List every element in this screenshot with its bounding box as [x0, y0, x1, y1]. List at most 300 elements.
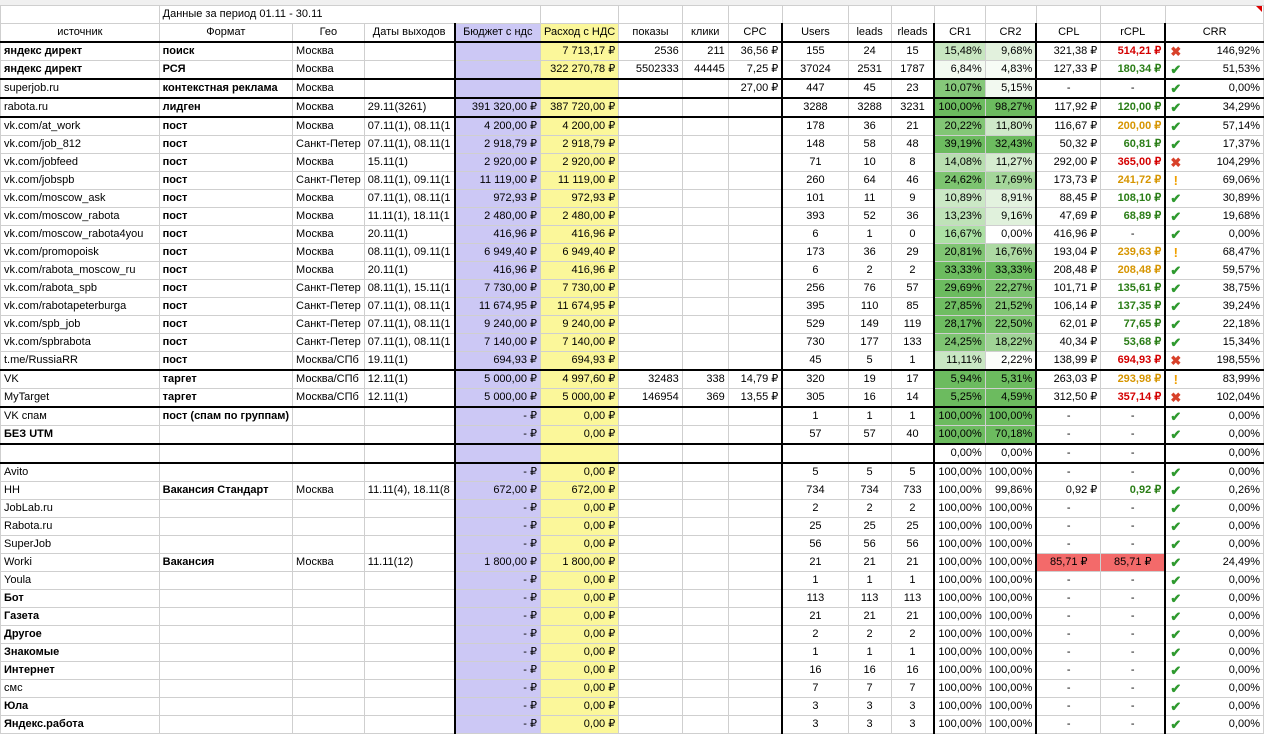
spend-cell[interactable]: 2 920,00 ₽ — [541, 154, 619, 172]
dates-cell[interactable] — [364, 698, 454, 716]
cpc-cell[interactable]: 7,25 ₽ — [728, 61, 782, 80]
source-cell[interactable]: JobLab.ru — [1, 500, 160, 518]
source-cell[interactable]: Яндекс.работа — [1, 716, 160, 734]
header-geo[interactable]: Гео — [293, 24, 365, 43]
cpl-cell[interactable]: 312,50 ₽ — [1036, 389, 1101, 408]
cr2-cell[interactable]: 11,27% — [985, 154, 1036, 172]
clicks-cell[interactable] — [682, 407, 728, 426]
source-cell[interactable]: superjob.ru — [1, 79, 160, 98]
dates-cell[interactable] — [364, 716, 454, 734]
cpc-cell[interactable] — [728, 463, 782, 482]
cr1-cell[interactable]: 100,00% — [934, 98, 985, 117]
dates-cell[interactable] — [364, 644, 454, 662]
shows-cell[interactable] — [619, 98, 682, 117]
rcpl-cell[interactable]: 108,10 ₽ — [1101, 190, 1166, 208]
budget-cell[interactable]: - ₽ — [455, 463, 541, 482]
cr1-cell[interactable]: 24,62% — [934, 172, 985, 190]
header-budget[interactable]: Бюджет с ндс — [455, 24, 541, 43]
dates-cell[interactable]: 29.11(3261) — [364, 98, 454, 117]
dates-cell[interactable]: 07.11(1), 08.11(1 — [364, 316, 454, 334]
source-cell[interactable]: Avito — [1, 463, 160, 482]
budget-cell[interactable]: - ₽ — [455, 680, 541, 698]
users-cell[interactable]: 7 — [782, 680, 848, 698]
geo-cell[interactable]: Москва — [293, 190, 365, 208]
spend-cell[interactable]: 0,00 ₽ — [541, 626, 619, 644]
cr2-cell[interactable]: 4,59% — [985, 389, 1036, 408]
rleads-cell[interactable]: 7 — [891, 680, 934, 698]
cpl-cell[interactable]: - — [1036, 79, 1101, 98]
leads-cell[interactable]: 56 — [848, 536, 891, 554]
cr1-cell[interactable]: 13,23% — [934, 208, 985, 226]
geo-cell[interactable] — [293, 662, 365, 680]
budget-cell[interactable]: 2 918,79 ₽ — [455, 136, 541, 154]
source-cell[interactable]: rabota.ru — [1, 98, 160, 117]
format-cell[interactable]: пост — [159, 154, 292, 172]
budget-cell[interactable]: 694,93 ₽ — [455, 352, 541, 371]
clicks-cell[interactable] — [682, 626, 728, 644]
geo-cell[interactable]: Санкт-Петер — [293, 334, 365, 352]
budget-cell[interactable] — [455, 42, 541, 61]
geo-cell[interactable] — [293, 536, 365, 554]
cr2-cell[interactable]: 100,00% — [985, 716, 1036, 734]
source-cell[interactable]: t.me/RussiaRR — [1, 352, 160, 371]
cpc-cell[interactable] — [728, 644, 782, 662]
source-cell[interactable]: vk.com/spb_job — [1, 316, 160, 334]
dates-cell[interactable]: 12.11(1) — [364, 389, 454, 408]
clicks-cell[interactable] — [682, 426, 728, 445]
clicks-cell[interactable] — [682, 444, 728, 463]
geo-cell[interactable] — [293, 698, 365, 716]
shows-cell[interactable] — [619, 407, 682, 426]
cpc-cell[interactable] — [728, 190, 782, 208]
shows-cell[interactable] — [619, 426, 682, 445]
rcpl-cell[interactable]: 77,65 ₽ — [1101, 316, 1166, 334]
crr-cell[interactable] — [1165, 626, 1263, 644]
cpc-cell[interactable] — [728, 117, 782, 136]
crr-cell[interactable] — [1165, 482, 1263, 500]
users-cell[interactable]: 393 — [782, 208, 848, 226]
shows-cell[interactable] — [619, 280, 682, 298]
dates-cell[interactable] — [364, 590, 454, 608]
rcpl-cell[interactable]: 120,00 ₽ — [1101, 98, 1166, 117]
spend-cell[interactable]: 0,00 ₽ — [541, 662, 619, 680]
shows-cell[interactable] — [619, 482, 682, 500]
rleads-cell[interactable]: 48 — [891, 136, 934, 154]
spend-cell[interactable]: 0,00 ₽ — [541, 680, 619, 698]
dates-cell[interactable] — [364, 444, 454, 463]
spend-cell[interactable]: 7 713,17 ₽ — [541, 42, 619, 61]
cpc-cell[interactable]: 27,00 ₽ — [728, 79, 782, 98]
users-cell[interactable]: 447 — [782, 79, 848, 98]
dates-cell[interactable]: 08.11(1), 09.11(1 — [364, 172, 454, 190]
leads-cell[interactable]: 25 — [848, 518, 891, 536]
leads-cell[interactable]: 1 — [848, 572, 891, 590]
clicks-cell[interactable] — [682, 316, 728, 334]
cr1-cell[interactable]: 100,00% — [934, 572, 985, 590]
source-cell[interactable]: VK спам — [1, 407, 160, 426]
leads-cell[interactable]: 3 — [848, 716, 891, 734]
spend-cell[interactable]: 0,00 ₽ — [541, 500, 619, 518]
budget-cell[interactable]: 11 119,00 ₽ — [455, 172, 541, 190]
shows-cell[interactable] — [619, 79, 682, 98]
budget-cell[interactable]: - ₽ — [455, 662, 541, 680]
budget-cell[interactable]: 5 000,00 ₽ — [455, 389, 541, 408]
crr-cell[interactable] — [1165, 463, 1263, 482]
geo-cell[interactable]: Москва — [293, 262, 365, 280]
crr-cell[interactable] — [1165, 244, 1263, 262]
crr-cell[interactable] — [1165, 698, 1263, 716]
users-cell[interactable]: 155 — [782, 42, 848, 61]
budget-cell[interactable]: - ₽ — [455, 426, 541, 445]
leads-cell[interactable]: 734 — [848, 482, 891, 500]
rleads-cell[interactable]: 36 — [891, 208, 934, 226]
cpl-cell[interactable]: 0,92 ₽ — [1036, 482, 1101, 500]
cpl-cell[interactable]: 40,34 ₽ — [1036, 334, 1101, 352]
crr-cell[interactable] — [1165, 280, 1263, 298]
dates-cell[interactable]: 07.11(1), 08.11(1 — [364, 136, 454, 154]
rcpl-cell[interactable]: 180,34 ₽ — [1101, 61, 1166, 80]
cr2-cell[interactable]: 0,00% — [985, 226, 1036, 244]
cr1-cell[interactable]: 100,00% — [934, 407, 985, 426]
cell[interactable] — [1165, 6, 1263, 24]
cr2-cell[interactable]: 33,33% — [985, 262, 1036, 280]
cr2-cell[interactable]: 18,22% — [985, 334, 1036, 352]
cpc-cell[interactable] — [728, 426, 782, 445]
dates-cell[interactable]: 11.11(1), 18.11(1 — [364, 208, 454, 226]
cpl-cell[interactable]: - — [1036, 463, 1101, 482]
cpl-cell[interactable]: 127,33 ₽ — [1036, 61, 1101, 80]
source-cell[interactable] — [1, 444, 160, 463]
header-users[interactable]: Users — [782, 24, 848, 43]
users-cell[interactable]: 37024 — [782, 61, 848, 80]
spend-cell[interactable]: 7 140,00 ₽ — [541, 334, 619, 352]
crr-cell[interactable] — [1165, 298, 1263, 316]
cr1-cell[interactable]: 20,81% — [934, 244, 985, 262]
cpc-cell[interactable] — [728, 154, 782, 172]
clicks-cell[interactable] — [682, 298, 728, 316]
cr1-cell[interactable]: 6,84% — [934, 61, 985, 80]
cr1-cell[interactable]: 39,19% — [934, 136, 985, 154]
dates-cell[interactable] — [364, 680, 454, 698]
cpc-cell[interactable] — [728, 518, 782, 536]
leads-cell[interactable]: 36 — [848, 244, 891, 262]
geo-cell[interactable] — [293, 572, 365, 590]
rleads-cell[interactable]: 25 — [891, 518, 934, 536]
crr-cell[interactable] — [1165, 426, 1263, 445]
rleads-cell[interactable]: 1787 — [891, 61, 934, 80]
crr-cell[interactable] — [1165, 536, 1263, 554]
clicks-cell[interactable] — [682, 334, 728, 352]
source-cell[interactable]: Знакомые — [1, 644, 160, 662]
dates-cell[interactable] — [364, 463, 454, 482]
spend-cell[interactable]: 11 119,00 ₽ — [541, 172, 619, 190]
cpc-cell[interactable] — [728, 716, 782, 734]
source-cell[interactable]: vk.com/rabota_moscow_ru — [1, 262, 160, 280]
cpc-cell[interactable] — [728, 262, 782, 280]
clicks-cell[interactable] — [682, 262, 728, 280]
cr2-cell[interactable]: 5,31% — [985, 370, 1036, 389]
format-cell[interactable] — [159, 662, 292, 680]
source-cell[interactable]: Бот — [1, 590, 160, 608]
spend-cell[interactable]: 11 674,95 ₽ — [541, 298, 619, 316]
cr2-cell[interactable]: 98,27% — [985, 98, 1036, 117]
clicks-cell[interactable]: 211 — [682, 42, 728, 61]
cr1-cell[interactable]: 100,00% — [934, 698, 985, 716]
cpl-cell[interactable]: - — [1036, 698, 1101, 716]
cr1-cell[interactable]: 10,89% — [934, 190, 985, 208]
shows-cell[interactable] — [619, 172, 682, 190]
cpc-cell[interactable] — [728, 662, 782, 680]
users-cell[interactable]: 1 — [782, 407, 848, 426]
clicks-cell[interactable] — [682, 680, 728, 698]
cell[interactable] — [728, 6, 782, 24]
dates-cell[interactable] — [364, 500, 454, 518]
budget-cell[interactable] — [455, 61, 541, 80]
cpc-cell[interactable] — [728, 554, 782, 572]
cpc-cell[interactable]: 36,56 ₽ — [728, 42, 782, 61]
users-cell[interactable]: 113 — [782, 590, 848, 608]
leads-cell[interactable]: 36 — [848, 117, 891, 136]
leads-cell[interactable]: 1 — [848, 226, 891, 244]
cpl-cell[interactable]: 292,00 ₽ — [1036, 154, 1101, 172]
shows-cell[interactable] — [619, 334, 682, 352]
rcpl-cell[interactable]: - — [1101, 444, 1166, 463]
clicks-cell[interactable] — [682, 136, 728, 154]
source-cell[interactable]: яндекс директ — [1, 61, 160, 80]
source-cell[interactable]: яндекс директ — [1, 42, 160, 61]
cr2-cell[interactable]: 100,00% — [985, 518, 1036, 536]
users-cell[interactable]: 2 — [782, 626, 848, 644]
leads-cell[interactable]: 2531 — [848, 61, 891, 80]
source-cell[interactable]: Rabota.ru — [1, 518, 160, 536]
format-cell[interactable] — [159, 644, 292, 662]
dates-cell[interactable]: 07.11(1), 08.11(1 — [364, 190, 454, 208]
spend-cell[interactable]: 0,00 ₽ — [541, 426, 619, 445]
rleads-cell[interactable]: 29 — [891, 244, 934, 262]
spend-cell[interactable]: 0,00 ₽ — [541, 518, 619, 536]
cpc-cell[interactable] — [728, 626, 782, 644]
dates-cell[interactable]: 08.11(1), 09.11(1 — [364, 244, 454, 262]
cpc-cell[interactable] — [728, 280, 782, 298]
rleads-cell[interactable] — [891, 444, 934, 463]
cpc-cell[interactable] — [728, 482, 782, 500]
cpc-cell[interactable] — [728, 590, 782, 608]
clicks-cell[interactable]: 338 — [682, 370, 728, 389]
rleads-cell[interactable]: 56 — [891, 536, 934, 554]
cr2-cell[interactable]: 16,76% — [985, 244, 1036, 262]
shows-cell[interactable] — [619, 500, 682, 518]
shows-cell[interactable]: 2536 — [619, 42, 682, 61]
leads-cell[interactable]: 177 — [848, 334, 891, 352]
crr-cell[interactable] — [1165, 136, 1263, 154]
rleads-cell[interactable]: 21 — [891, 554, 934, 572]
budget-cell[interactable]: 416,96 ₽ — [455, 226, 541, 244]
clicks-cell[interactable] — [682, 79, 728, 98]
cr2-cell[interactable]: 100,00% — [985, 626, 1036, 644]
shows-cell[interactable] — [619, 444, 682, 463]
rcpl-cell[interactable]: 60,81 ₽ — [1101, 136, 1166, 154]
format-cell[interactable]: пост — [159, 208, 292, 226]
crr-cell[interactable] — [1165, 644, 1263, 662]
cr1-cell[interactable]: 10,07% — [934, 79, 985, 98]
cpc-cell[interactable] — [728, 407, 782, 426]
budget-cell[interactable] — [455, 444, 541, 463]
header-format[interactable]: Формат — [159, 24, 292, 43]
spend-cell[interactable]: 0,00 ₽ — [541, 644, 619, 662]
budget-cell[interactable]: 391 320,00 ₽ — [455, 98, 541, 117]
budget-cell[interactable]: - ₽ — [455, 698, 541, 716]
cr2-cell[interactable]: 32,43% — [985, 136, 1036, 154]
crr-cell[interactable] — [1165, 500, 1263, 518]
rcpl-cell[interactable]: 0,92 ₽ — [1101, 482, 1166, 500]
format-cell[interactable] — [159, 500, 292, 518]
crr-cell[interactable] — [1165, 389, 1263, 408]
cr1-cell[interactable]: 29,69% — [934, 280, 985, 298]
cr1-cell[interactable]: 5,94% — [934, 370, 985, 389]
users-cell[interactable]: 529 — [782, 316, 848, 334]
shows-cell[interactable] — [619, 680, 682, 698]
leads-cell[interactable]: 16 — [848, 389, 891, 408]
budget-cell[interactable]: 672,00 ₽ — [455, 482, 541, 500]
crr-cell[interactable] — [1165, 334, 1263, 352]
geo-cell[interactable]: Москва — [293, 42, 365, 61]
cr1-cell[interactable]: 100,00% — [934, 590, 985, 608]
crr-cell[interactable] — [1165, 680, 1263, 698]
cr1-cell[interactable]: 100,00% — [934, 463, 985, 482]
rcpl-cell[interactable]: - — [1101, 698, 1166, 716]
leads-cell[interactable]: 149 — [848, 316, 891, 334]
rcpl-cell[interactable]: - — [1101, 716, 1166, 734]
budget-cell[interactable]: - ₽ — [455, 407, 541, 426]
rleads-cell[interactable]: 3 — [891, 716, 934, 734]
shows-cell[interactable]: 32483 — [619, 370, 682, 389]
users-cell[interactable]: 21 — [782, 608, 848, 626]
cell[interactable] — [541, 6, 619, 24]
users-cell[interactable]: 260 — [782, 172, 848, 190]
spend-cell[interactable]: 972,93 ₽ — [541, 190, 619, 208]
format-cell[interactable]: пост — [159, 136, 292, 154]
header-dates[interactable]: Даты выходов — [364, 24, 454, 43]
rleads-cell[interactable]: 9 — [891, 190, 934, 208]
crr-cell[interactable] — [1165, 190, 1263, 208]
crr-cell[interactable] — [1165, 590, 1263, 608]
source-cell[interactable]: vk.com/rabota_spb — [1, 280, 160, 298]
clicks-cell[interactable] — [682, 518, 728, 536]
spend-cell[interactable]: 0,00 ₽ — [541, 407, 619, 426]
dates-cell[interactable] — [364, 608, 454, 626]
geo-cell[interactable] — [293, 463, 365, 482]
dates-cell[interactable] — [364, 61, 454, 80]
cell[interactable] — [1101, 6, 1166, 24]
crr-cell[interactable] — [1165, 117, 1263, 136]
spend-cell[interactable]: 0,00 ₽ — [541, 698, 619, 716]
rcpl-cell[interactable]: - — [1101, 590, 1166, 608]
crr-cell[interactable] — [1165, 98, 1263, 117]
format-cell[interactable] — [159, 536, 292, 554]
leads-cell[interactable]: 45 — [848, 79, 891, 98]
leads-cell[interactable]: 16 — [848, 662, 891, 680]
clicks-cell[interactable] — [682, 608, 728, 626]
rcpl-cell[interactable]: - — [1101, 536, 1166, 554]
users-cell[interactable]: 2 — [782, 500, 848, 518]
geo-cell[interactable] — [293, 608, 365, 626]
cpl-cell[interactable]: - — [1036, 644, 1101, 662]
geo-cell[interactable]: Москва — [293, 226, 365, 244]
header-crr[interactable]: CRR — [1165, 24, 1263, 43]
spend-cell[interactable]: 0,00 ₽ — [541, 463, 619, 482]
rcpl-cell[interactable]: - — [1101, 226, 1166, 244]
cpl-cell[interactable]: 106,14 ₽ — [1036, 298, 1101, 316]
leads-cell[interactable]: 58 — [848, 136, 891, 154]
shows-cell[interactable] — [619, 590, 682, 608]
source-cell[interactable]: vk.com/jobspb — [1, 172, 160, 190]
budget-cell[interactable]: 1 800,00 ₽ — [455, 554, 541, 572]
rcpl-cell[interactable]: - — [1101, 572, 1166, 590]
cr2-cell[interactable]: 100,00% — [985, 698, 1036, 716]
spend-cell[interactable]: 694,93 ₽ — [541, 352, 619, 371]
shows-cell[interactable] — [619, 626, 682, 644]
format-cell[interactable] — [159, 444, 292, 463]
format-cell[interactable]: пост — [159, 334, 292, 352]
source-cell[interactable]: HH — [1, 482, 160, 500]
cr2-cell[interactable]: 100,00% — [985, 407, 1036, 426]
shows-cell[interactable] — [619, 644, 682, 662]
cpc-cell[interactable] — [728, 316, 782, 334]
shows-cell[interactable] — [619, 662, 682, 680]
source-cell[interactable]: vk.com/spbrabota — [1, 334, 160, 352]
users-cell[interactable]: 57 — [782, 426, 848, 445]
geo-cell[interactable] — [293, 680, 365, 698]
crr-cell[interactable] — [1165, 79, 1263, 98]
source-cell[interactable]: Worki — [1, 554, 160, 572]
clicks-cell[interactable]: 44445 — [682, 61, 728, 80]
rcpl-cell[interactable]: 135,61 ₽ — [1101, 280, 1166, 298]
budget-cell[interactable]: - ₽ — [455, 626, 541, 644]
budget-cell[interactable]: - ₽ — [455, 644, 541, 662]
shows-cell[interactable] — [619, 136, 682, 154]
header-cpc[interactable]: CPC — [728, 24, 782, 43]
shows-cell[interactable] — [619, 190, 682, 208]
cr1-cell[interactable]: 27,85% — [934, 298, 985, 316]
cr2-cell[interactable]: 22,27% — [985, 280, 1036, 298]
users-cell[interactable]: 45 — [782, 352, 848, 371]
spend-cell[interactable]: 387 720,00 ₽ — [541, 98, 619, 117]
rleads-cell[interactable]: 3 — [891, 698, 934, 716]
cpc-cell[interactable] — [728, 172, 782, 190]
leads-cell[interactable]: 2 — [848, 626, 891, 644]
budget-cell[interactable]: - ₽ — [455, 536, 541, 554]
clicks-cell[interactable] — [682, 226, 728, 244]
geo-cell[interactable] — [293, 716, 365, 734]
cr2-cell[interactable]: 100,00% — [985, 608, 1036, 626]
cpc-cell[interactable] — [728, 226, 782, 244]
users-cell[interactable]: 1 — [782, 572, 848, 590]
cpl-cell[interactable]: 88,45 ₽ — [1036, 190, 1101, 208]
dates-cell[interactable] — [364, 536, 454, 554]
header-rcpl[interactable]: rCPL — [1101, 24, 1166, 43]
rleads-cell[interactable]: 85 — [891, 298, 934, 316]
cr2-cell[interactable]: 100,00% — [985, 644, 1036, 662]
clicks-cell[interactable] — [682, 117, 728, 136]
source-cell[interactable]: vk.com/moscow_rabota — [1, 208, 160, 226]
clicks-cell[interactable] — [682, 572, 728, 590]
rleads-cell[interactable]: 133 — [891, 334, 934, 352]
cr2-cell[interactable]: 100,00% — [985, 500, 1036, 518]
spend-cell[interactable]: 4 200,00 ₽ — [541, 117, 619, 136]
spend-cell[interactable]: 4 997,60 ₽ — [541, 370, 619, 389]
crr-cell[interactable] — [1165, 370, 1263, 389]
cpc-cell[interactable] — [728, 298, 782, 316]
